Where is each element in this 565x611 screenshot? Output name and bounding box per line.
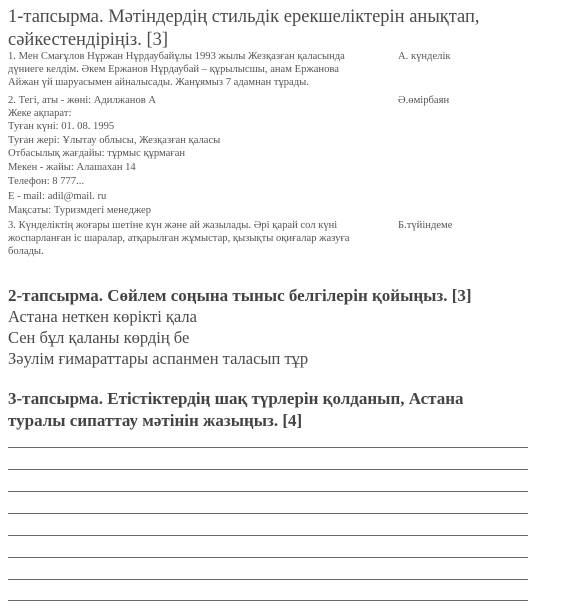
text3-line: жоспарланған іс шаралар, атқарылған жұмыстар, қызықты оқиғалар жазуға	[8, 233, 350, 244]
text1-line: Айжан үй шаруасымен айналысады. Жанұямыз 7 адамнан тұрады.	[8, 77, 309, 88]
writing-line	[8, 579, 528, 580]
text2-line: Мекен - жайы: Алашахан 14	[8, 162, 136, 173]
text3-line: 3. Күнделіктің жоғары шетіне күн және ай жазылады. Әрі қарай сол күні	[8, 220, 338, 231]
option-ae: Ә.өмірбаян	[398, 95, 450, 106]
text2-line: Телефон: 8 777...	[8, 176, 85, 187]
text2-line: Отбасылық жағдайы: тұрмыс құрмаған	[8, 148, 186, 159]
task2-sentence: Зәулім ғимараттары аспанмен таласып тұр	[8, 349, 309, 368]
text1-line: дүниеге келдім. Әкем Ержанов Нұрдаубай – құрылысшы, анам Ержанова	[8, 64, 339, 75]
text1-line: 1. Мен Смағұлов Нұржан Нұрдаубайұлы 1993 жылы Жезқазған қаласында	[8, 51, 345, 62]
text3-line: болады.	[8, 246, 44, 257]
task3-title-line2: туралы сипаттау мәтінін жазыңыз. [4]	[8, 411, 303, 430]
writing-line	[8, 557, 528, 558]
text2-line: Жеке ақпарат:	[8, 108, 72, 119]
task1-title-line1: 1-тапсырма. Мәтіндердің стильдік ерекшеліктерін анықтап,	[8, 7, 480, 27]
text2-line: Туған жері: Ұлытау облысы, Жезқазған қаласы	[8, 135, 221, 146]
writing-line	[8, 600, 528, 601]
option-a: А. күнделік	[398, 51, 451, 62]
text2-line: Туған күні: 01. 08. 1995	[8, 121, 115, 132]
writing-line	[8, 513, 528, 514]
task3-title-line1: 3-тапсырма. Етістіктердің шақ түрлерін қолданып, Астана	[8, 389, 464, 408]
task2-title: 2-тапсырма. Сөйлем соңына тыныс белгілерін қойыңыз. [3]	[8, 286, 472, 305]
writing-line	[8, 491, 528, 492]
task1-title-line2: сәйкестендіріңіз. [3]	[8, 30, 169, 50]
task2-sentence: Астана неткен көрікті қала	[8, 307, 197, 326]
writing-line	[8, 469, 528, 470]
writing-line	[8, 447, 528, 448]
task2-sentence: Сен бұл қаланы көрдің бе	[8, 328, 190, 347]
text2-line: 2. Тегі, аты - жөні: Адилжанов А	[8, 95, 157, 106]
option-b: Б.түйіндеме	[398, 220, 453, 231]
text2-line: Мақсаты: Туризмдегі менеджер	[8, 205, 152, 216]
text2-line: E - mail: adil@mail. ru	[8, 191, 107, 202]
writing-line	[8, 535, 528, 536]
